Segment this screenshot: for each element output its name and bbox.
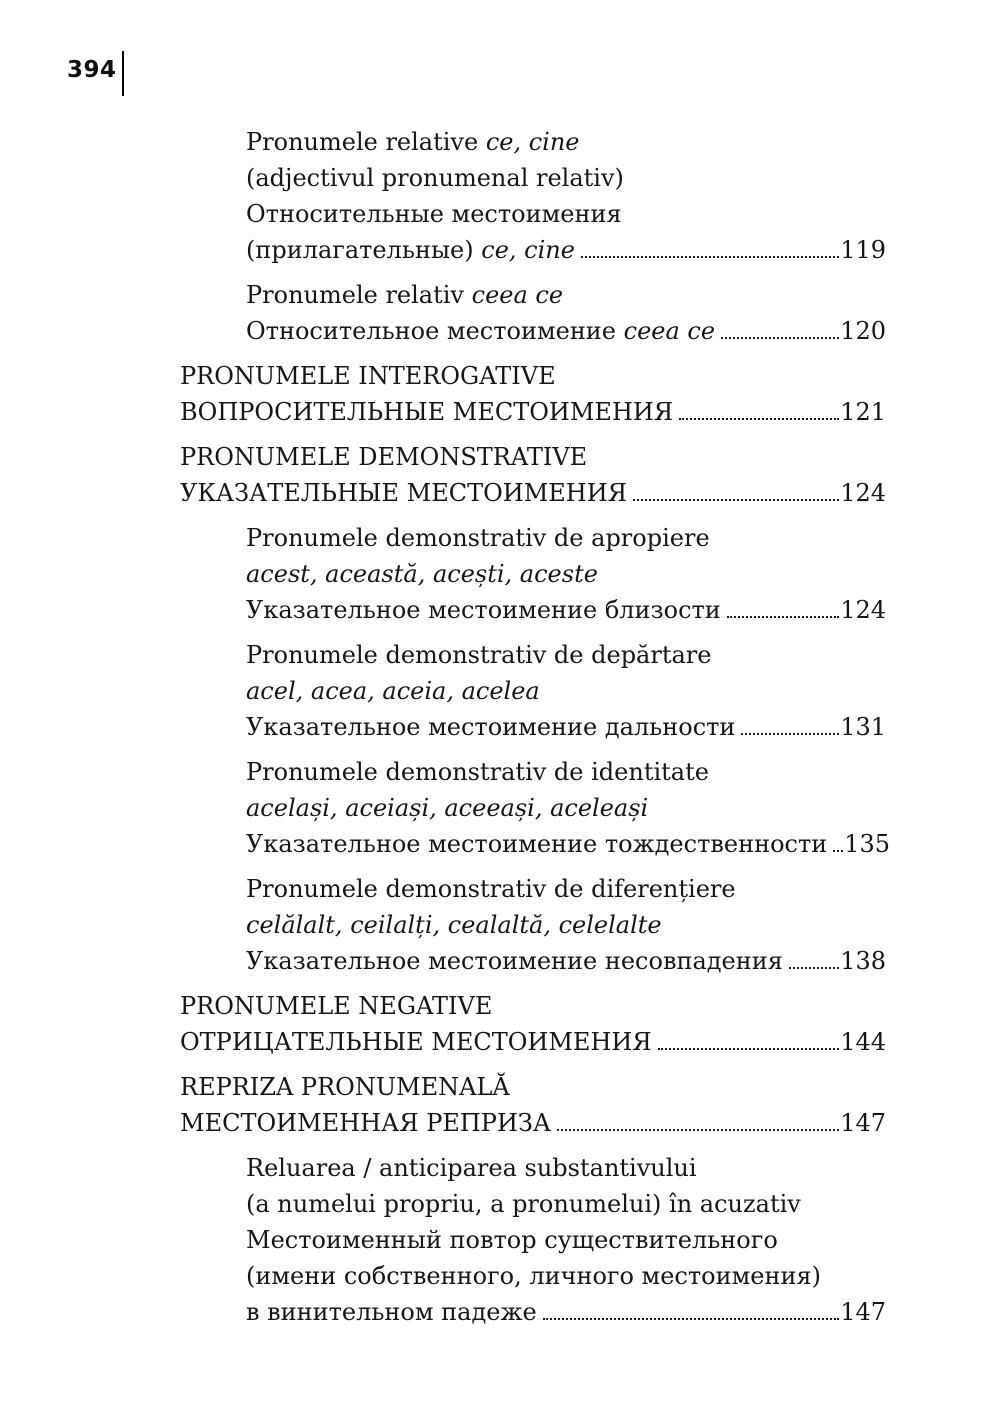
toc-line: [246, 1258, 886, 1294]
toc-text: Pronumele relativ: [246, 281, 472, 309]
toc-text: Указательное местоимение близости: [246, 596, 721, 624]
dots-leader: [721, 335, 839, 339]
toc-line: [246, 943, 886, 979]
toc-line: [246, 160, 886, 196]
dots-leader: [741, 731, 839, 735]
toc-text: PRONUMELE INTEROGATIVE: [180, 362, 556, 390]
toc-text: Указательное местоимение дальности: [246, 713, 736, 741]
toc-page-number: 144: [840, 1028, 886, 1056]
toc-line: [246, 196, 886, 232]
toc-page-number: 124: [840, 596, 886, 624]
toc-text: МЕСТОИМЕННАЯ РЕПРИЗА: [180, 1109, 552, 1137]
toc-line: [246, 871, 886, 907]
toc-entry: [180, 439, 886, 511]
toc-text-italic: ce, cine: [485, 128, 580, 156]
toc-text: (имени собственного, личного местоимения): [246, 1262, 821, 1290]
toc-line: [246, 313, 886, 349]
toc-entry: [180, 754, 891, 862]
toc-line: [246, 709, 886, 745]
toc-text-italic: ceea ce: [623, 317, 716, 345]
toc-entry: [180, 520, 886, 628]
toc-text: Местоименный повтор существительного: [246, 1226, 778, 1254]
toc-text-italic: celălalt, ceilalți, cealaltă, celelalte: [246, 911, 662, 939]
toc-text-italic: acest, această, acești, aceste: [246, 560, 598, 588]
toc-line: [246, 754, 886, 790]
toc-text: Указательное местоимение несовпадения: [246, 947, 783, 975]
toc-line: [246, 1294, 886, 1330]
toc-line: [180, 1105, 886, 1141]
toc-entry: [180, 1069, 886, 1141]
toc-text: УКАЗАТЕЛЬНЫЕ МЕСТОИМЕНИЯ: [180, 479, 628, 507]
toc-text: Pronumele relative: [246, 128, 486, 156]
toc-line: [180, 394, 886, 430]
toc-page-number: 147: [840, 1298, 886, 1326]
toc-entry: [180, 637, 886, 745]
toc-text: (a numelui propriu, a pronumelui) în acuzativ: [246, 1190, 801, 1218]
toc-page-number: 138: [840, 947, 886, 975]
toc-line: [246, 1150, 886, 1186]
toc-entry: [180, 988, 886, 1060]
toc-line: [246, 1222, 886, 1258]
dots-leader: [543, 1316, 839, 1320]
toc-text: Pronumele demonstrativ de depărtare: [246, 641, 712, 669]
toc-line: [180, 475, 886, 511]
toc-text: ОТРИЦАТЕЛЬНЫЕ МЕСТОИМЕНИЯ: [180, 1028, 652, 1056]
dots-leader: [658, 1046, 839, 1050]
toc-text: Указательное местоимение тождественности: [246, 830, 828, 858]
dots-leader: [581, 254, 839, 258]
toc-text: REPRIZA PRONUMENALĂ: [180, 1073, 510, 1101]
toc-text: Reluarea / anticiparea substantivului: [246, 1154, 697, 1182]
toc-line: [246, 556, 886, 592]
toc-text-italic: ce, cine: [481, 236, 575, 264]
toc-text: Относительное местоимение: [246, 317, 624, 345]
toc-entry: [180, 871, 886, 979]
toc-page-number: 120: [840, 317, 886, 345]
toc-text: Pronumele demonstrativ de diferențiere: [246, 875, 736, 903]
toc-line: [246, 124, 886, 160]
toc-page-number: 124: [840, 479, 886, 507]
toc-text-italic: acel, acea, aceia, acelea: [246, 677, 540, 705]
toc-line: [180, 358, 886, 394]
dots-leader: [833, 848, 843, 852]
toc-line: [180, 1069, 886, 1105]
toc-text: Относительные местоимения: [246, 200, 622, 228]
toc-line: [246, 232, 886, 268]
toc-entry: [180, 124, 886, 268]
toc-text: Pronumele demonstrativ de identitate: [246, 758, 709, 786]
toc-line: [246, 790, 886, 826]
toc-page-number: 147: [840, 1109, 886, 1137]
page-number: 394: [67, 57, 117, 83]
dots-leader: [633, 497, 839, 501]
toc-text: (прилагательные): [246, 236, 482, 264]
toc-page-number: 119: [840, 236, 886, 264]
toc-line: [246, 826, 891, 862]
toc-line: [246, 907, 886, 943]
toc-page-number: 121: [840, 398, 886, 426]
toc-entry: [180, 1150, 886, 1330]
toc-line: [180, 1024, 886, 1060]
toc-line: [180, 988, 886, 1024]
page-number-divider: [122, 51, 124, 96]
toc-line: [180, 439, 886, 475]
toc-line: [246, 520, 886, 556]
dots-leader: [557, 1127, 839, 1131]
toc-text: в винительном падеже: [246, 1298, 537, 1326]
toc-line: [246, 673, 886, 709]
toc-text: Pronumele demonstrativ de apropiere: [246, 524, 710, 552]
toc-entry: [180, 358, 886, 430]
toc-line: [246, 1186, 886, 1222]
dots-leader: [789, 965, 839, 969]
toc-text: PRONUMELE NEGATIVE: [180, 992, 493, 1020]
table-of-contents: [180, 124, 891, 1339]
dots-leader: [727, 614, 839, 618]
toc-text-italic: același, aceiași, aceeași, aceleași: [246, 794, 649, 822]
toc-page-number: 131: [840, 713, 886, 741]
toc-text: ВОПРОСИТЕЛЬНЫЕ МЕСТОИМЕНИЯ: [180, 398, 674, 426]
toc-text: PRONUMELE DEMONSTRATIVE: [180, 443, 588, 471]
toc-text: (adjectivul pronumenal relativ): [246, 164, 624, 192]
toc-entry: [180, 277, 886, 349]
dots-leader: [679, 416, 839, 420]
toc-line: [246, 592, 886, 628]
toc-text-italic: ceea ce: [471, 281, 564, 309]
toc-line: [246, 637, 886, 673]
toc-page-number: 135: [844, 830, 891, 858]
toc-line: [246, 277, 886, 313]
